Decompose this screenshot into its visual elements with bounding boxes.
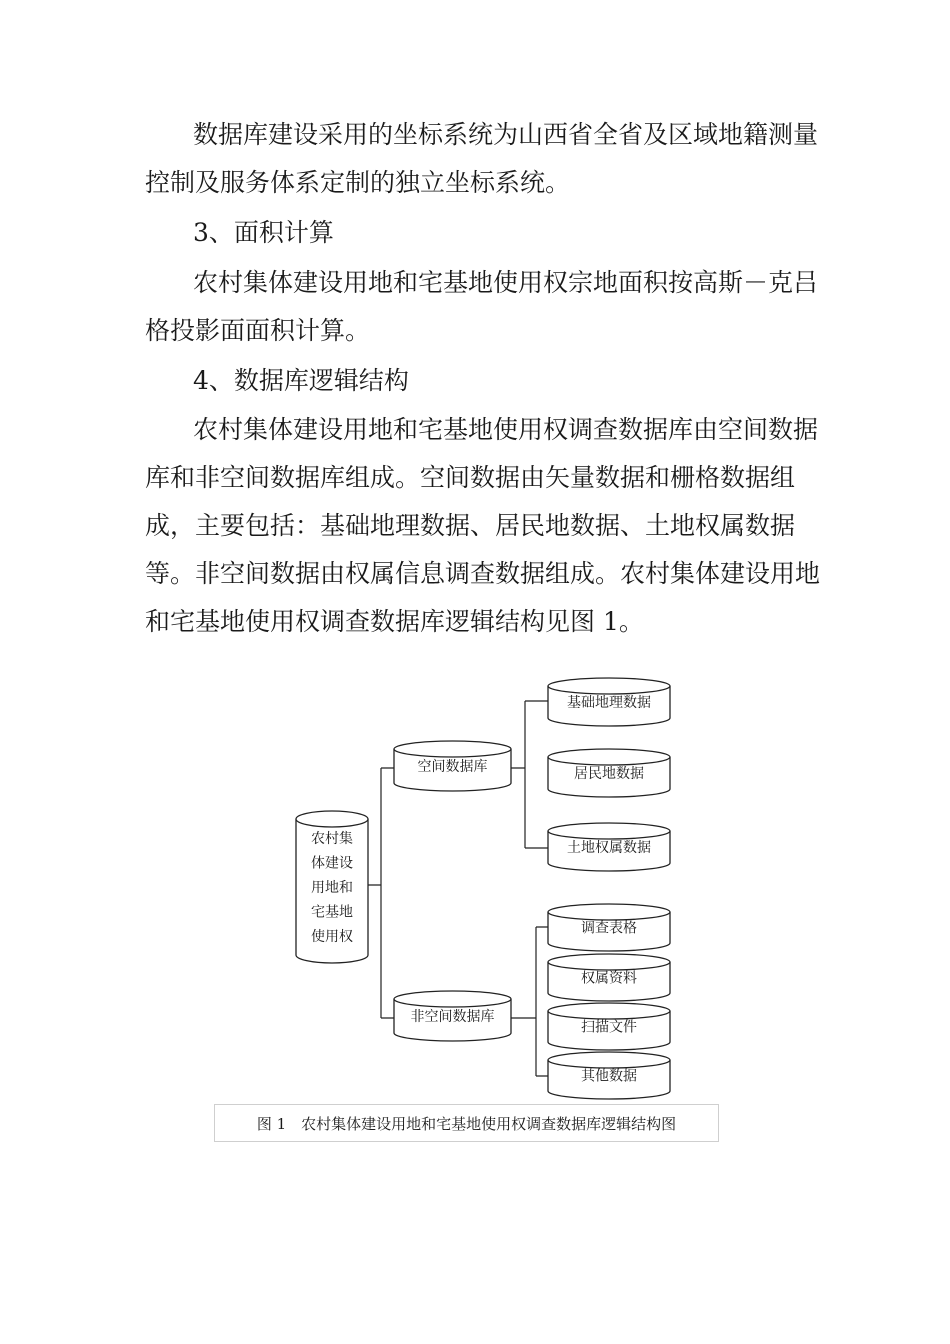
root-database-cylinder-label: 用地和 — [311, 879, 353, 896]
nonspatial-child-cylinder — [548, 1052, 670, 1099]
nonspatial-child-cylinder-label: 其他数据 — [581, 1068, 637, 1085]
connector-root — [368, 768, 394, 1018]
nonspatial-child-cylinder-label: 调查表格 — [581, 920, 637, 937]
nonspatial-database-cylinder-label: 非空间数据库 — [410, 1008, 495, 1025]
spatial-child-cylinder — [548, 823, 670, 871]
connector-nonspatial — [511, 927, 548, 1076]
nonspatial-child-cylinder-label: 权属资料 — [581, 970, 637, 987]
spatial-child-cylinder-label: 居民地数据 — [574, 765, 644, 782]
connector-spatial — [511, 701, 548, 848]
nonspatial-child-cylinder — [548, 1003, 670, 1050]
spatial-child-cylinder — [548, 749, 670, 797]
root-database-cylinder-label: 使用权 — [311, 928, 353, 945]
root-database-cylinder-label: 体建设 — [311, 855, 353, 872]
nonspatial-child-cylinder — [548, 904, 670, 951]
root-database-cylinder-label: 宅基地 — [311, 904, 353, 921]
spatial-database-cylinder — [394, 741, 511, 791]
spatial-child-cylinder-label: 土地权属数据 — [567, 839, 651, 856]
nonspatial-child-cylinder-label: 扫描文件 — [581, 1019, 637, 1036]
heading-area-calculation: 3、面积计算 — [193, 218, 334, 247]
spatial-child-cylinder-label: 基础地理数据 — [567, 694, 651, 711]
nonspatial-child-cylinder — [548, 954, 670, 1001]
spatial-database-cylinder-label: 空间数据库 — [417, 758, 488, 775]
root-database-cylinder — [296, 811, 368, 963]
paragraph-area-calculation: 农村集体建设用地和宅基地使用权宗地面积按高斯－克吕格投影面面积计算。 — [145, 268, 819, 345]
heading-logical-structure: 4、数据库逻辑结构 — [193, 366, 409, 395]
root-database-cylinder-label: 农村集 — [311, 830, 353, 847]
paragraph-logical-structure: 农村集体建设用地和宅基地使用权调查数据库由空间数据库和非空间数据库组成。空间数据由矢量数据和栅格数据组成，主要包括：基础地理数据、居民地数据、土地权属数据等。非空间数据由权属信息调查数据组成。农村集体建设用地和宅基地使用权调查数据库逻辑结构见图 1。 — [145, 415, 821, 636]
figure-caption: 图 1 农村集体建设用地和宅基地使用权调查数据库逻辑结构图 — [214, 1104, 719, 1142]
nonspatial-database-cylinder — [394, 991, 511, 1041]
paragraph-coordinate-system: 数据库建设采用的坐标系统为山西省全省及区域地籍测量控制及服务体系定制的独立坐标系统。 — [145, 120, 819, 197]
spatial-child-cylinder — [548, 678, 670, 726]
